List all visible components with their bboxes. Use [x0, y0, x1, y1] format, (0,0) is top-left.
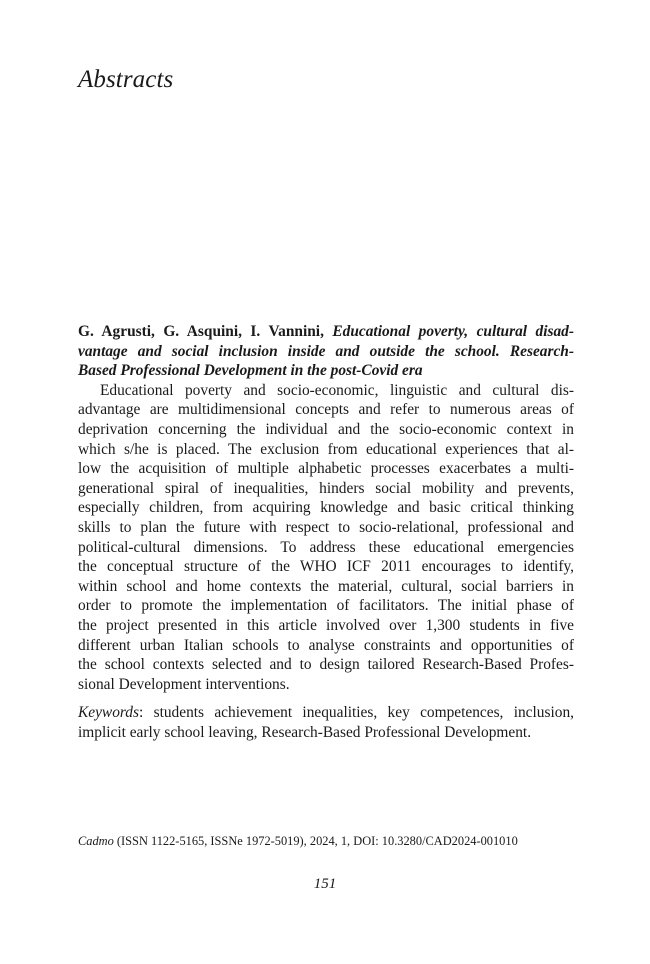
abstract-body-line: the school contexts selected and to design tailored Research-Based Profes- — [78, 656, 574, 674]
abstract-heading-line — [78, 342, 574, 362]
abstract-heading — [78, 322, 574, 381]
abstract-body-line: especially children, from acquiring knowledge and basic critical thinking — [78, 499, 574, 517]
citation-details: (ISSN 1122-5165, ISSNe 1972-5019), 2024, 1, DOI: 10.3280/CAD2024-001010 — [113, 834, 518, 848]
abstract-body-line: which s/he is placed. The exclusion from educational experiences that al- — [78, 440, 574, 458]
abstract-body-line: low the acquisition of multiple alphabetic processes exacerbates a multi- — [78, 460, 574, 478]
abstract-body-line: different urban Italian schools to analyse constraints and opportunities of — [78, 636, 574, 654]
abstract-body-line: skills to plan the future with respect to socio-relational, professional and — [78, 518, 574, 536]
keywords-text: : students achievement inequalities, key competences, inclusion, — [139, 704, 574, 722]
abstract-body-line: generational spiral of inequalities, hinders social mobility and prevents, — [78, 479, 574, 497]
section-title: Abstracts — [78, 66, 174, 93]
abstract-body-line: advantage are multidimensional concepts and refer to numerous areas of — [78, 401, 574, 419]
abstract-title: Based Professional Development in the post-Covid era — [78, 362, 423, 380]
abstract-body-line: the project presented in this article involved over 1,300 students in five — [78, 616, 574, 634]
journal-citation — [78, 834, 518, 849]
abstract-body-line: the conceptual structure of the WHO ICF 2011 encourages to identify, — [78, 558, 574, 576]
page-number: 151 — [313, 876, 337, 892]
keywords-line: implicit early school leaving, Research-Based Professional Development. — [78, 723, 532, 741]
abstract-body-line: order to promote the implementation of facilitators. The initial phase of — [78, 597, 574, 615]
abstract-body-line: political-cultural dimensions. To address these educational emergencies — [78, 538, 574, 556]
abstract-body-line: Educational poverty and socio-economic, linguistic and cultural dis- — [100, 381, 574, 399]
abstract-authors: G. Agrusti, G. Asquini, I. Vannini, — [78, 323, 324, 340]
abstract-title: Educational poverty, cultural disad- — [332, 323, 574, 340]
journal-name: Cadmo — [78, 834, 114, 848]
abstract-title: vantage and social inclusion inside and outside the school. Research- — [78, 342, 574, 360]
abstract-body — [78, 381, 574, 695]
keywords-line — [78, 703, 574, 723]
keywords-label: Keywords — [78, 704, 139, 722]
abstract-body-line: sional Development interventions. — [78, 675, 290, 693]
abstract-block — [78, 322, 574, 742]
abstract-heading-line — [78, 361, 574, 381]
abstract-body-line: within school and home contexts the material, cultural, social barriers in — [78, 577, 574, 595]
abstract-heading-line — [78, 322, 574, 342]
keywords — [78, 703, 574, 742]
abstract-body-line: deprivation concerning the individual and the socio-economic context in — [78, 420, 574, 438]
